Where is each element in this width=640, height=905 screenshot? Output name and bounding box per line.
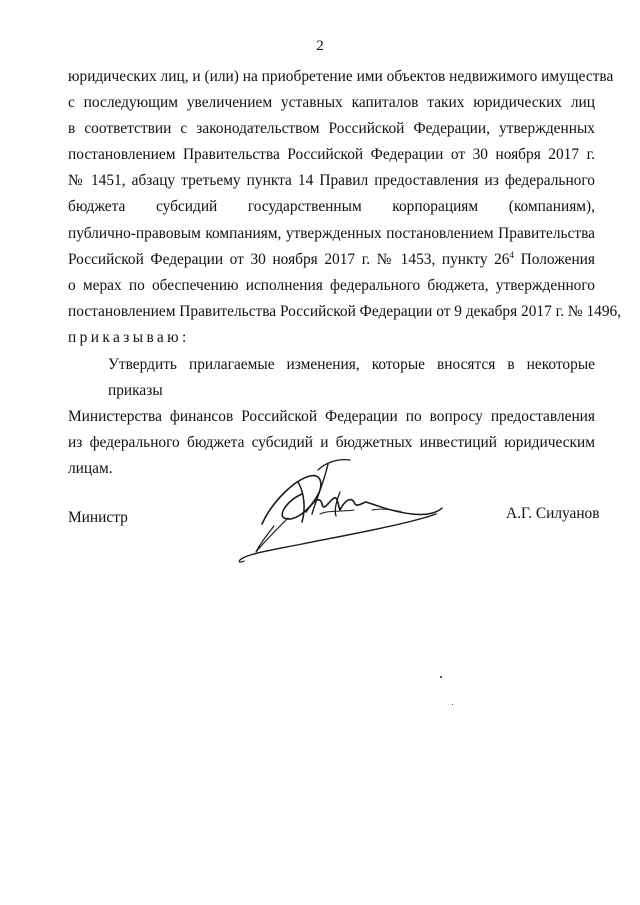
text-line: постановлением Правительства Российской Федерации от 9 декабря 2017 г. № 1496, xyxy=(68,302,622,320)
page-number: 2 xyxy=(316,38,324,54)
text-line: постановлением Правительства Российской Федерации от 30 ноября 2017 г. xyxy=(68,146,595,164)
text-fragment: Российской Федерации от 30 ноября 2017 г. № 1453, пункту 26 xyxy=(68,250,510,268)
text-line: Министерства финансов Российской Федерации по вопросу предоставления xyxy=(68,408,595,426)
text-line: юридических лиц, и (или) на приобретение ими объектов недвижимого имущества xyxy=(68,68,614,85)
document-body xyxy=(68,64,622,483)
handwritten-signature xyxy=(232,452,492,572)
text-line: о мерах по обеспечению исполнения федерального бюджета, утвержденного xyxy=(68,276,595,294)
text-line: № 1451, абзацу третьему пункта 14 Правил предоставления из федерального xyxy=(68,172,595,190)
signatory-name: А.Г. Силуанов xyxy=(506,505,600,522)
text-fragment: Положения xyxy=(514,250,596,268)
text-line: публично-правовым компаниям, утвержденных постановлением Правительства xyxy=(68,224,595,242)
signatory-title: Министр xyxy=(68,509,128,526)
scan-speck xyxy=(452,704,453,705)
text-line: в соответствии с законодательством Российской Федерации, утвержденных xyxy=(68,120,595,138)
text-line: лицам. xyxy=(68,460,113,478)
text-line: бюджета субсидий государственным корпорациям (компаниям), xyxy=(68,198,595,216)
superscript-number: 4 xyxy=(509,249,515,260)
text-line: Утвердить прилагаемые изменения, которые вносятся в некоторые приказы xyxy=(108,356,595,400)
text-line: с последующим увеличением уставных капиталов таких юридических лиц xyxy=(68,94,595,112)
text-line: из федерального бюджета субсидий и бюджетных инвестиций юридическим xyxy=(68,434,595,452)
text-line-with-footnote xyxy=(68,247,595,273)
order-word: приказываю: xyxy=(68,328,190,346)
scan-speck xyxy=(440,676,442,678)
